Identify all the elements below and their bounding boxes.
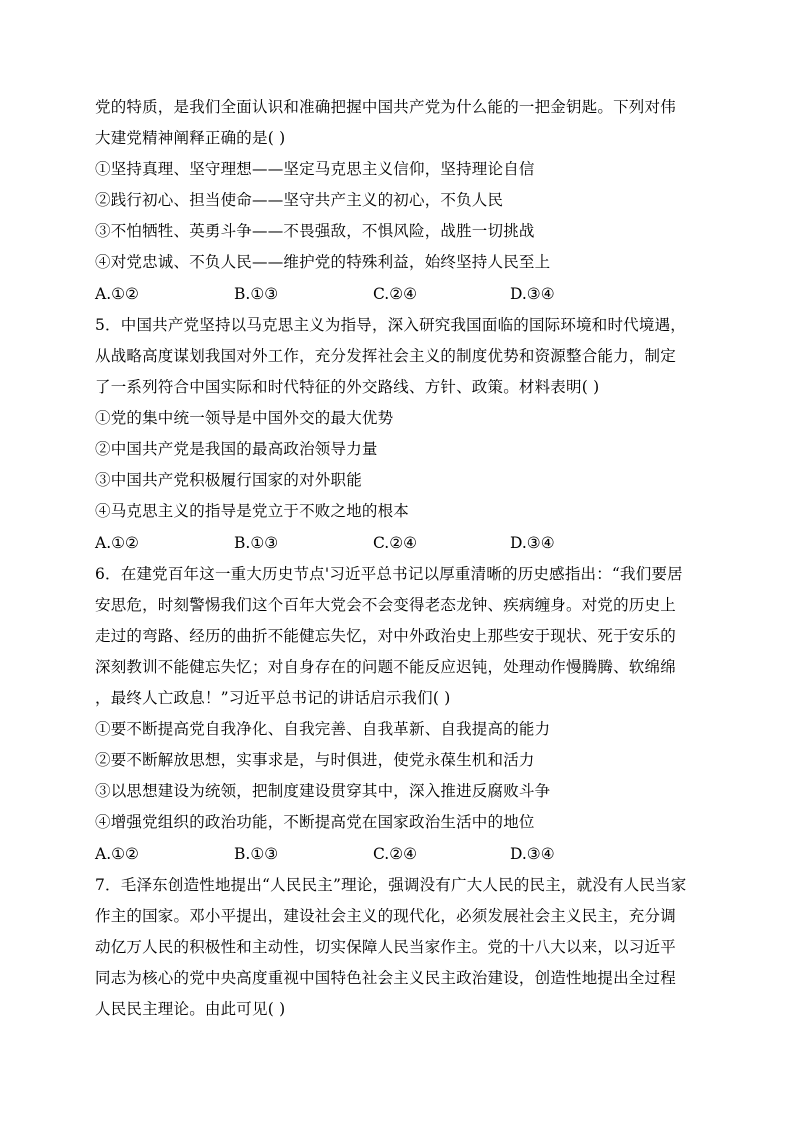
q4-stem-line-2: 大建党精神阐释正确的是( ) xyxy=(95,129,286,147)
q5-option-a: A.①② xyxy=(95,534,139,552)
q5-statement-1: ①党的集中统一领导是中国外交的最大优势 xyxy=(95,409,394,427)
q5-statement-3: ③中国共产党积极履行国家的对外职能 xyxy=(95,471,362,489)
q5-stem-line-1: 5．中国共产党坚持以马克思主义为指导，深入研究我国面临的国际环境和时代境遇， xyxy=(95,316,686,334)
q7-stem-line-5: 人民民主理论。由此可见( ) xyxy=(95,1000,286,1018)
q4-option-a: A.①② xyxy=(95,285,139,303)
q6-stem-line-5: ，最终人亡政息！”习近平总书记的讲话启示我们( ) xyxy=(95,689,451,707)
q5-option-d: D.③④ xyxy=(510,534,555,552)
q5-statement-4: ④马克思主义的指导是党立于不败之地的根本 xyxy=(95,502,410,520)
q4-option-b: B.①③ xyxy=(234,285,279,303)
q4-statement-3: ③不怕牺牲、英勇斗争——不畏强敌，不惧风险，战胜一切挑战 xyxy=(95,222,535,240)
q7-stem-line-4: 同志为核心的党中央高度重视中国特色社会主义民主政治建设，创造性地提出全过程 xyxy=(95,969,676,987)
q6-stem-line-2: 安思危，时刻警惕我们这个百年大党会不会变得老态龙钟、疾病缠身。对党的历史上 xyxy=(95,596,676,614)
q6-option-a: A.①② xyxy=(95,845,139,863)
q5-option-c: C.②④ xyxy=(373,534,418,552)
q6-stem-line-3: 走过的弯路、经历的曲折不能健忘失忆，对中外政治史上那些安于现状、死于安乐的 xyxy=(95,627,676,645)
q4-option-d: D.③④ xyxy=(510,285,555,303)
q5-statement-2: ②中国共产党是我国的最高政治领导力量 xyxy=(95,440,378,458)
q5-option-b: B.①③ xyxy=(234,534,279,552)
q4-statement-2: ②践行初心、担当使命——坚守共产主义的初心，不负人民 xyxy=(95,191,504,209)
q6-stem-line-4: 深刻教训不能健忘失忆；对自身存在的问题不能反应迟钝，处理动作慢腾腾、软绵绵 xyxy=(95,658,676,676)
q6-options xyxy=(95,844,705,864)
q5-stem-line-3: 了一系列符合中国实际和时代特征的外交路线、方针、政策。材料表明( ) xyxy=(95,378,600,396)
q6-statement-4: ④增强党组织的政治功能，不断提高党在国家政治生活中的地位 xyxy=(95,813,535,831)
q6-statement-1: ①要不断提高党自我净化、自我完善、自我革新、自我提高的能力 xyxy=(95,720,551,738)
q7-stem-line-1: 7．毛泽东创造性地提出“人民民主”理论，强调没有广大人民的民主，就没有人民当家 xyxy=(95,876,687,894)
q5-options xyxy=(95,533,705,553)
q6-statement-3: ③以思想建设为统领，把制度建设贯穿其中，深入推进反腐败斗争 xyxy=(95,782,551,800)
q4-options xyxy=(95,284,705,304)
q4-option-c: C.②④ xyxy=(373,285,418,303)
q6-option-c: C.②④ xyxy=(373,845,418,863)
q7-stem-line-3: 动亿万人民的积极性和主动性，切实保障人民当家作主。党的十八大以来，以习近平 xyxy=(95,938,676,956)
q4-statement-1: ①坚持真理、坚守理想——坚定马克思主义信仰，坚持理论自信 xyxy=(95,160,535,178)
q6-stem-line-1: 6．在建党百年这一重大历史节点'习近平总书记以厚重清晰的历史感指出：“我们要居 xyxy=(95,565,683,583)
q6-statement-2: ②要不断解放思想，实事求是，与时俱进，使党永葆生机和活力 xyxy=(95,751,535,769)
q4-stem-line-1: 党的特质，是我们全面认识和准确把握中国共产党为什么能的一把金钥匙。下列对伟 xyxy=(95,98,676,116)
q4-statement-4: ④对党忠诚、不负人民——维护党的特殊利益，始终坚持人民至上 xyxy=(95,253,551,271)
q6-option-b: B.①③ xyxy=(234,845,279,863)
q7-stem-line-2: 作主的国家。邓小平提出，建设社会主义的现代化，必须发展社会主义民主，充分调 xyxy=(95,907,676,925)
q6-option-d: D.③④ xyxy=(510,845,555,863)
q5-stem-line-2: 从战略高度谋划我国对外工作，充分发挥社会主义的制度优势和资源整合能力，制定 xyxy=(95,347,676,365)
